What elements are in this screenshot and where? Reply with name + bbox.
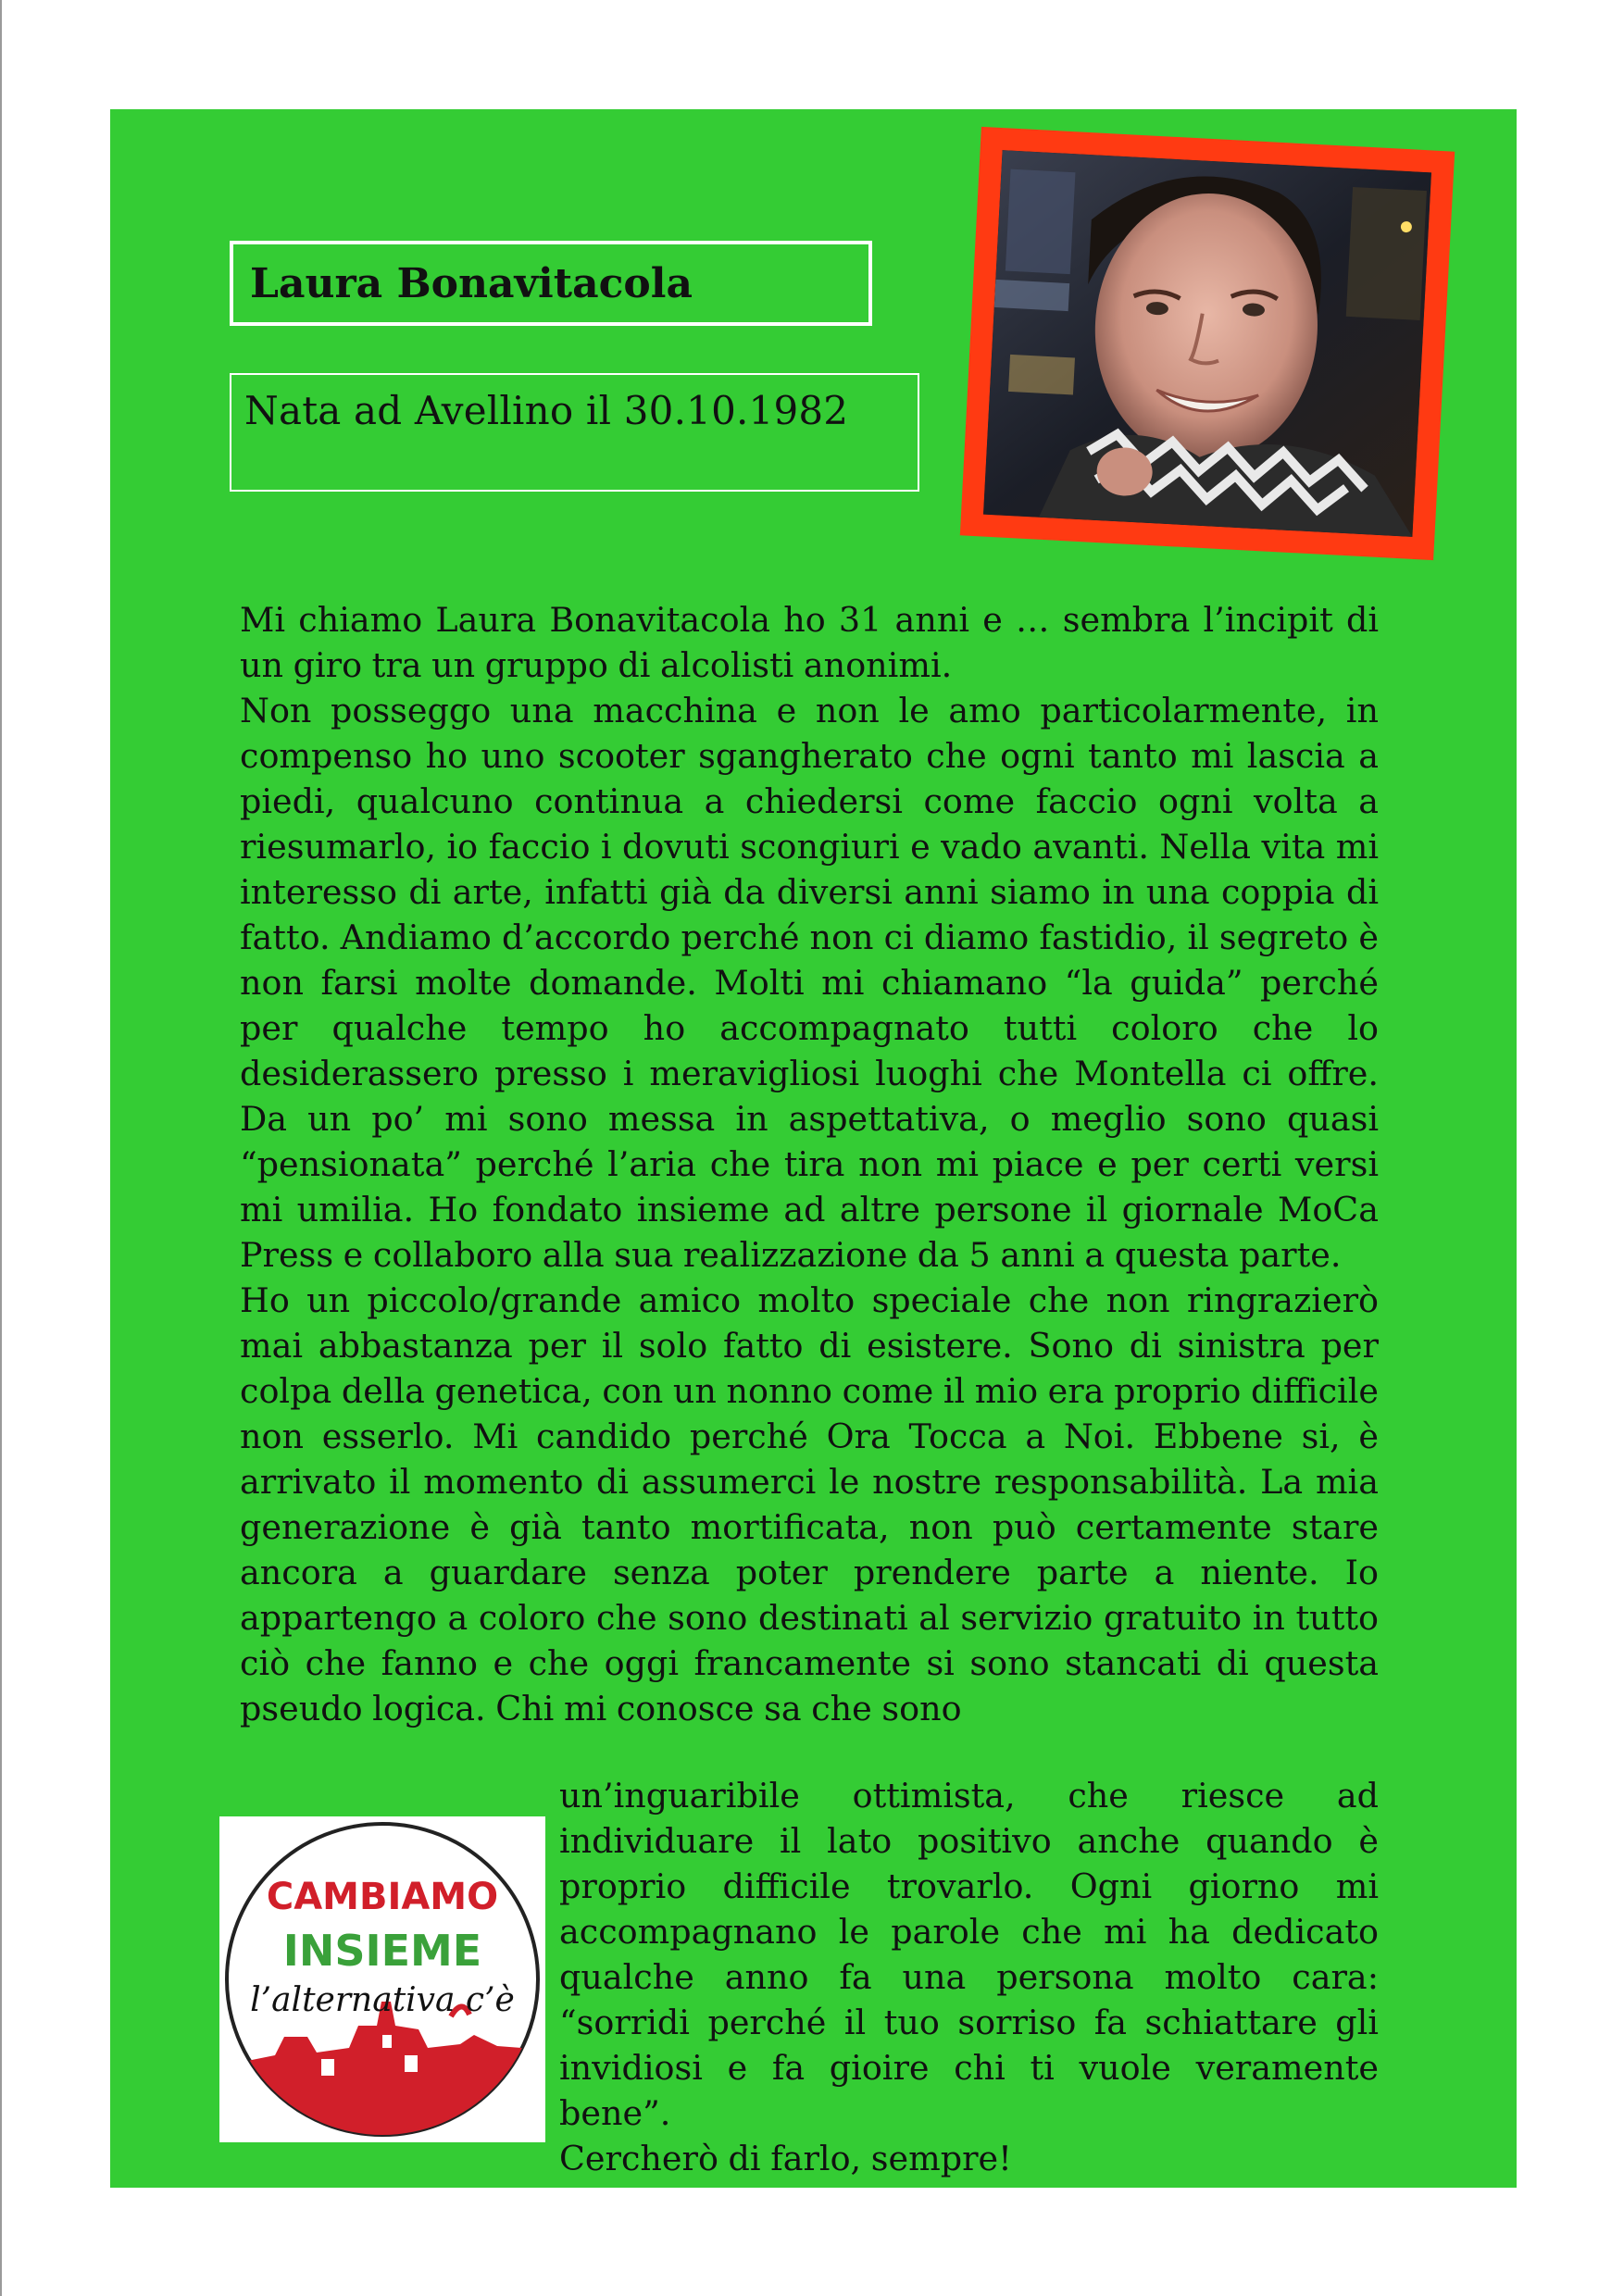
candidate-photo xyxy=(983,150,1431,537)
logo-text-slogan: l’alternativa c’è xyxy=(250,1981,515,2019)
name-box xyxy=(230,241,872,326)
bio-paragraph-1: Mi chiamo Laura Bonavitacola ho 31 anni e … sembra l’incipit di un giro tra un gruppo di alcolisti anonimi. xyxy=(240,600,1379,685)
birth-box xyxy=(230,373,919,492)
photo-frame xyxy=(960,127,1455,560)
party-logo xyxy=(219,1816,545,2142)
candidate-name: Laura Bonavitacola xyxy=(250,259,693,307)
bio-paragraph-4: Cercherò di farlo, sempre! xyxy=(559,2139,1012,2178)
logo-text-insieme: INSIEME xyxy=(282,1926,482,1976)
bio-paragraph-3: Ho un piccolo/grande amico molto speciale che non ringrazierò mai abbastanza per il solo fatto di esistere. Sono di sinistra per colpa della genetica, con un nonno come il mio era proprio difficile non esserlo. Mi candido perché Ora Tocca a Noi. Ebbene si, è arrivato il momento di assumerci le nostre responsabilità. La mia generazione è già tanto mortificata, non può certamente stare ancora a guardare senza poter prendere parte a niente. Io appartengo a coloro che sono destinati al servizio gratuito in tutto ciò che fanno e che oggi francamente si sono stancati di questa pseudo logica. Chi mi conosce sa che sono xyxy=(240,1280,1379,1728)
bio-paragraph-2: Non posseggo una macchina e non le amo particolarmente, in compenso ho uno scooter sgangherato che ogni tanto mi lascia a piedi, qualcuno continua a chiedersi come faccio ogni volta a riesumarlo, io faccio i dovuti scongiuri e vado avanti. Nella vita mi interesso di arte, infatti già da diversi anni siamo in una coppia di fatto. Andiamo d’accordo perché non ci diamo fastidio, il segreto è non farsi molte domande. Molti mi chiamano “la guida” perché per qualche tempo ho accompagnato tutti coloro che lo desiderassero presso i meravigliosi luoghi che Montella ci offre. Da un po’ mi sono messa in aspettativa, o meglio sono quasi “pensionata” perché l’aria che tira non mi piace e per certi versi mi umilia. Ho fondato insieme ad altre persone il giornale MoCa Press e collaboro alla sua realizzazione da 5 anni a questa parte. xyxy=(240,691,1379,1275)
bio-paragraph-3-continued: un’inguaribile ottimista, che riesce ad individuare il lato positivo anche quando è proprio difficile trovarlo. Ogni giorno mi accompagnano le parole che mi ha dedicato qualche anno fa una persona molto cara: “sorridi perché il tuo sorriso fa schiattare gli invidiosi e fa gioire chi ti vuole veramente bene”. xyxy=(559,1776,1379,2133)
bio-text xyxy=(240,597,1379,1731)
logo-text-cambiamo: CAMBIAMO xyxy=(266,1876,499,1918)
birth-info: Nata ad Avellino il 30.10.1982 xyxy=(244,388,849,433)
bio-text-continued xyxy=(559,1773,1379,2181)
page-edge-line xyxy=(0,0,2,2296)
